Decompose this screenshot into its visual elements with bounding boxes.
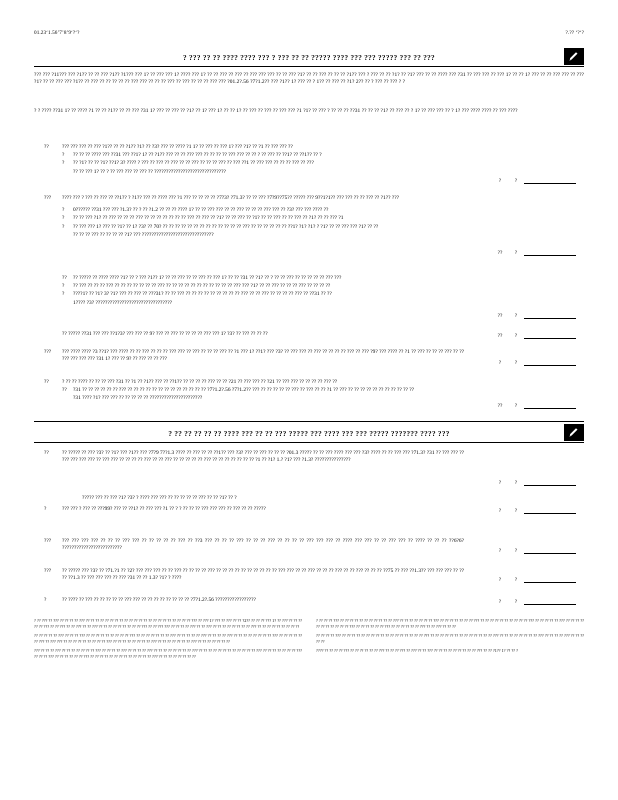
answer-row-4 <box>492 331 576 339</box>
question-11-text: ?? ???? ?? ??? ?? ?? ?? ?? ?? ??? ??? ?? ?? ?? ?? ?? ?? ?? ?? ?7?1.2?.56 ????????????????? <box>62 597 256 603</box>
answer-row-1 <box>492 176 576 184</box>
question-6-sub-a-text: ?31 ?? ?? ?? ?? ?? ?? ??? ?? ?? ?? ?? ?? ?? ?? ?? ?? ?? ?? ?? ?? ?7?1.2?.56 ?7?1.2?? ??? ?? ?? ?? ?? ?? ??? ?? ??? ?? ?? ?1 ?? ??? ?? ?? ?? ?? ?? ?? ?? ?? ?? ?? ?? <box>73 387 415 394</box>
question-6-sub-b <box>62 395 464 402</box>
question-2-sub-b-text: ?? ?? ??? ?1? ?? ??? ?? ?? ?? ??? ?? ?? ?? ?? ?? ?? ?? ??? ?? ??? ?? ?1? ?? ?? ??? ?? ?1? ?? ?? ??? ?? ?? ??? ?? ?1? ?? ?? ??? ?1 <box>73 215 344 222</box>
section-1-intro-paragraph-1: ??? ??? ?11??? ??? ?1?? ?? ?? ??? ?1?? ?1??? ??? 1? ?? ??? ??? 1? ???? ??? 1? ?? ?? ??? ?? ??? ?? ??? ??? ??? ?? ?? ??? ?1? ?? ?? ??? ?? ?? ?? ?1?? ??? ? ??? ?? ?? ?1? ?? ?1? ??? ?? ?? ???? ??? ?31 ?? ??? ??? ?? ??? 1? ?? ?? 1? ??? ?? ?? ??? ??? ?? ??? ?1? ?? ?? ??? ??? ?1?? ?? ??? ?? ?? ?? ?? ?? ??? ??? ?? ?? ?? ??? ?? ??? ?? ?? ?? ??? ??? ?01.2?.56 ?7?1.2?? ??? ?1?? 1? ??? ?? ? 1?? ?? ??? ?? ?1? 2?? ?? ? ??? ?? ??? ? ? <box>34 72 584 86</box>
footnote-left-2: ?? ?? ?? ?? ?? ??? ?? ?? ?? ??? ?? ?? ?? ?? ?? ?? ?? ?? ?? ??? ?? ?? ?? ?? ?? ?? ?? ??? ?? ?? ?? ?? ?? ??? ?? ?? ?? ?? ??? ?? ?? ?? ?? ?? ?? ?? ?? ??? ?? ?? ?? ?? ?? ?? ??? ?? ??? ??? ?? ?? ?? ?? ?? ?? ?? ?? ?? ??? ?? ?? ?? ?? ?? ?? ?? ?? ??? ?? ?? ?? ?? ?? ?? ?? ??? ?? ?? ?? ?? ?? ?? ?? <box>34 633 302 644</box>
answer-7-blank[interactable] <box>524 478 576 486</box>
footnotes-left-column <box>34 618 302 664</box>
question-2-sub-c <box>62 224 464 231</box>
question-8-text: ??? ??? ? ??? ?? ???99? ??? ?? ??1? ?? ??? ??? ?1 ?? ? ? ?? ?? ?? ??? ??? ??? ?? ??? ?? ?? ????? <box>62 506 266 512</box>
question-11-number: ? <box>44 597 47 603</box>
answer-11-blank[interactable] <box>524 597 576 605</box>
answer-8-mark: ? <box>498 508 502 514</box>
section-1-intro-paragraph-2: ? ? ???? ??31 1? ?? ???? ?1 ?? ?? ?1?? ?? ?? ??? ?31 1? ??? ?? ??? ?? ?1? ?? 1? ??? 1? ?? ?? 1? ?? ??? ?? ??? ?? ??? ??? ?1 ?1? ?? ??? ? ?? ?? ?? ??31 ?? ?? ?? ?1? ?? ??? ?? ? 1? ?? ??? ??? ?? ? 1? ??? ???? ???? ?? ??? ???? <box>34 108 518 114</box>
answer-row-10 <box>492 575 576 583</box>
answer-2-mark: ?? <box>497 250 503 256</box>
question-6-sub-b-text: ?31 ???? ?1? ??? ??? ?? ?? ?? ?? ?? ?????????????????????? <box>73 395 203 402</box>
question-1-sub-c-text: ?? ?? ??? 1? ?? ? ?? ??? ??? ?? ??? ?? ?????????????????????????????? <box>73 168 226 175</box>
question-7-continuation <box>82 495 462 502</box>
question-3-sub-c <box>62 291 464 298</box>
answer-5-mark: ? <box>498 360 502 366</box>
section-2-rule-top <box>34 421 584 422</box>
answer-3-mark: ?? <box>497 313 503 319</box>
question-1-text: ??? ??? ??? ?? ??? ?1?? ?? ?? ?1?? ?1? ?? ?3? ??? ?? ???? ?1 1? ?? ??? ?? ??? 1? ??? ?1? ?? ?1 ?? ??? ??? ?? <box>62 144 293 150</box>
question-6-text: ? ?? ?? ???? ?? ?? ?? ??? ?31 ?? ?1 ?? ?1?? ??? ?? ??1?? ?? ?? ?? ?? ??? ?? ?? ?21 ?? ??? ??? ?? ?21 ?? ??? ??? ?? ?? ?? ?? ??? ?? <box>62 379 338 385</box>
header-right-text: ?.?? ‘?‘? <box>565 30 584 36</box>
question-9-text: ??? ??? ??? ??? ?? ?? ?? ??? ??? ?? ?? ?? ?? ?? ??? ?? ??3 ??? ?? ?? ?? ??? ?? ?? ?? ??? ?? ?? ?? ?? ??? ??? ??? ?? ???? ??? ??? ?? ?? ??? ??? ?? ???? ?? ?? ?? ??6?6? ????????????????????????? <box>62 538 464 552</box>
answer-7-mark: ? <box>498 480 502 486</box>
question-3-sub-a <box>62 275 464 282</box>
answer-8-blank[interactable] <box>524 506 576 514</box>
question-1-sub-b <box>62 160 464 167</box>
question-2-sub-d <box>62 232 464 239</box>
section-2-rule-bottom <box>34 442 584 443</box>
question-7-continuation-text: ????? ??? ?? ??? ?1? ?3? ? ???? ??? ??? ?? ?? ?? ?? ?? ??? ?? ?? ?1? ?? ? <box>82 495 237 501</box>
answer-9-score: ? <box>514 548 518 554</box>
answer-6-blank[interactable] <box>524 401 576 409</box>
answer-8-score: ? <box>514 508 518 514</box>
answer-row-6 <box>492 401 576 409</box>
question-3-sub-a-text: ?? ????? ?? ???? ???? ?1? ?? ? ??? ?1?? 1? ?? ?? ??? ?? ?? ??? ?? ??? 1? ?? ?? ?31 ?? ?1? ?? ? ?? ?? ??? ?? ?? ?? ?? ?? ??? ??? <box>73 275 342 281</box>
question-7-text: ?? ????? ?? ??? ?3? ?? ?1? ??? ?1?? ??? ?7?9 7??1.3 ???? ?? ??? ?? ?? ??1?? ??? ?3? ??? ?? ??? ?? ?? ?? ?01.3 ????? ?? ?? ??? ???? ??? ??? ?3? ???? ?? ?? ??? ??? ?71.3? ?31 ?? ??? ??? ?? ??? ??? ??? ??? ?? ??? ??? ?? ?? ?? ?? ??? ?? ?? ??? ?? ?? ?? ?? ?? ??? ?? ?? ?? ?? ?? ?? ?? ?1 ?? ?1? 1.? ?1? ??? ?1.3? ??????????????? <box>62 450 464 464</box>
answer-4-score: ? <box>514 333 518 339</box>
section-2-bar <box>34 424 584 444</box>
footnotes <box>34 618 584 664</box>
question-3-sub-c-marker: ? <box>62 291 65 298</box>
document-header <box>34 30 584 36</box>
question-7-number: ?? <box>44 450 49 456</box>
question-1-sub-a-marker: ? <box>62 152 65 159</box>
question-11 <box>44 597 464 604</box>
question-1-sub-b-text: ?? ?1? ?? ?? ?1? ??1? 3? ???? ? ??? ?? ??? ?? ??? ?? ?? ??? ?? ?? ?? ??? ?? ??? ??1 ?? ??? ??? ?? ?? ?? ??? ?? ??? <box>73 160 314 167</box>
question-1-sub-c-marker <box>62 169 73 176</box>
section-1-title: ? ??? ?? ?? ???? ???? ??? ? ??? ?? ?? ????? ???? ??? ??? ????? ??? ?? ??? <box>183 54 435 62</box>
question-6-sub-a <box>62 387 464 394</box>
question-8 <box>44 506 464 513</box>
question-6 <box>44 379 464 403</box>
question-2-sub-a <box>62 207 464 214</box>
answer-5-blank[interactable] <box>524 358 576 366</box>
question-6-sub-a-marker: ?? <box>62 387 67 394</box>
question-1-sub-a <box>62 152 464 159</box>
question-10-number: ??? <box>44 568 52 574</box>
question-2-sub-d-text: ?? ?? ?? ??? ?? ?? ?? ?? ?1? ??? ?????????????????????????????? <box>73 231 214 238</box>
question-10 <box>44 568 464 582</box>
question-1-number: ?? <box>44 144 49 150</box>
answer-6-score: ? <box>514 403 518 409</box>
question-1 <box>44 144 464 176</box>
answer-9-mark: ? <box>498 548 502 554</box>
question-2-sub-a-text: 0?????? ??31 ??? ??? ?1.3? ?? ? ?? ?1.2 ?? ?? ?? ???? 1? ?? ?? ??? ??? ?? ?? ??? ?? ?? ?? ??? ??? ?? ?3? ??? ??? ???? ?? <box>73 207 329 214</box>
question-4-text: ?? ????? ??31 ??? ??? ??1?3? ??? ??? ?? 9? ??? ?? ??? ?? ?? ?? ?? ??? ??? 1? ?3? ?? ??? ?? ?? ?? <box>62 331 268 337</box>
answer-10-score: ? <box>514 577 518 583</box>
question-3-sub-c-text: ????1? ?? ?1? 3? ?1? ??? ?? ??? ?? ???31? ?? ?? ??? ?? ?? ?? ?? ?? ?? ?? ?? ?? ??? ?? ?? ??? ?? ?? ?? ?? ??? ?? ??31 ?? ?? <box>73 291 332 298</box>
question-3-sub-d-text: 1???? ?3? ???????????????????????????????? <box>73 299 173 306</box>
answer-9-blank[interactable] <box>524 546 576 554</box>
question-2-sub-a-marker: ? <box>62 207 65 214</box>
answer-row-9 <box>492 546 576 554</box>
answer-4-mark: ?? <box>497 333 503 339</box>
answer-row-2 <box>492 248 576 256</box>
answer-11-score: ? <box>514 599 518 605</box>
question-3-sub-d <box>62 300 464 307</box>
answer-3-score: ? <box>514 313 518 319</box>
answer-7-score: ? <box>514 480 518 486</box>
question-2-sub-b-marker: ? <box>62 215 65 222</box>
question-1-sub-a-text: ?? ?? ?? ???? ??? ??31 ??? ??1? 1? ?? ?1?? ??? ?? ?? ??? ??? ?? ?? ?? ?? ??? ??? ?? ?? ? ?? ??? ?? ??1? ?? ??1?? ?? ? <box>73 152 322 159</box>
question-5-text: ??? ???? ???? ?3 ??1? ??? ???? ?? ?? ??? ?? ?? ?? ??? ??? ?? ??? ?? ?? ?? ??? ?? ?1 ??? 1? ??1? ??? ?3? ?? ??? ??? ?? ??? ?? ?? ?? ?? ??? ?? ??? ?9? ??? ???? ?? ?1 ?? ??? ?? ?? ?? ??? ?? ?? ??? ??? ??? ??? ?31 1? ??? ?? 9? ?? ??? ?? ?? ??? <box>62 349 464 363</box>
question-2-text: ???? ??? ? ??? ?? ??? ?? ??1?? ? ?1?? ??? ?? ???? ??? ?1 ??? ?? ?? ?? ?? ?7?3? ?71.3? ?? ?? ??? ?7?9??75?? ????? ??? 9??1?1?? ??? ??? ?? ?? ??? ?? ?1?? ??? <box>62 195 400 201</box>
question-6-number: ?? <box>44 379 49 385</box>
question-2-sub-c-marker: ? <box>62 223 65 230</box>
question-2 <box>44 195 464 239</box>
question-3 <box>62 274 464 307</box>
question-9-number: ??? <box>44 538 52 544</box>
answer-6-mark: ?? <box>497 403 503 409</box>
header-left-text: 01.23‘1.56’7’8’9‘?‘? <box>34 30 80 36</box>
answer-row-5 <box>492 358 576 366</box>
question-1-sub-b-marker: ? <box>62 160 65 167</box>
question-10-text: ?? ????? ??? ?3? ?? ?71.?1 ?? ?2? ??? ??? ??? ?? ?? ??? ?? ?? ?? ?? ??? ?? ?? ?? ?? ?? ?? ?? ?? ?? ?? ??? ??? ?? ?? ??? ?? ?? ?? ??? ?? ?? ??? ?? ?? ?? ??75 ?? ??? ??1.3?? ??? ??? ??? ?? ?? ?? ??1.3 ?? ??? ??? ??? ?? ??? ?31 ?? ?? 1.3? ?1? ? ???? <box>62 568 464 582</box>
answer-1-blank[interactable] <box>524 176 576 184</box>
question-3-sub-b <box>62 283 464 290</box>
question-5-number: ??? <box>44 349 52 355</box>
question-2-number: ??? <box>44 195 52 201</box>
footnote-right-1: ? ?? ?? ?? ??? ?? ?? ?? ?? ?? ?? ?? ?? ?? ?? ?? ??? ?? ?? ?? ?? ?? ?? ?? ??? ?? ?? ?? ?? ?? ?? ?? ??? ?? ?? ?? ?? ?? ?? ?? ?? ?? ?? ??? ?? ?? ?? ?? ?? ??? ?? ?? ?? ?? ?? ?? ?? ?? ?? ?? ?? ??? ?? ?? ?? ?? ?? ?? ??? ?? ?? ?? ?? ?? ?? ??? ?? ?? ??? ?? ?? ?? <box>316 618 584 629</box>
section-1-rule-top <box>34 66 584 67</box>
answer-row-3 <box>492 311 576 319</box>
question-2-sub-d-marker <box>62 232 73 239</box>
question-5 <box>44 349 464 363</box>
answer-10-mark: ? <box>498 577 502 583</box>
footnote-right-2: ?? ?? ?? ?? ??? ?? ?? ?? ?? ?? ?? ?? ?? ?? ?? ?? ?? ?? ?? ?? ?? ?? ??? ?? ?? ?? ?? ?? ?? ?? ?? ?? ?? ?? ?? ?? ??? ?? ?? ?? ?? ?? ?? ?? ?? ??? ?? ?? ?? ?? ??? ?? ?? ?? ?? ?? <box>316 633 584 644</box>
answer-11-mark: ? <box>498 599 502 605</box>
answer-3-blank[interactable] <box>524 311 576 319</box>
answer-10-blank[interactable] <box>524 575 576 583</box>
answer-row-11 <box>492 597 576 605</box>
question-9 <box>44 538 464 552</box>
answer-5-score: ? <box>514 360 518 366</box>
answer-1-mark: ? <box>498 178 502 184</box>
answer-1-score: ? <box>514 178 518 184</box>
question-3-sub-d-marker <box>62 300 73 307</box>
question-1-sub-c <box>62 169 464 176</box>
question-3-sub-b-marker: ? <box>62 283 65 290</box>
footnote-right-3: ???? ?? ?? ?? ?? ??? ?? ?? ?? ?? ?? ?? ??? ?? ?? ?? ??? ?? ??? ?? ?? ??? ?? ?? ?? ?? ?? ?? ?? ?? ?? ??? ?? ?? ?1?? 1? ?? ?? ? <box>316 648 518 654</box>
question-2-sub-c-text: ?? ??? ??? 1? ??? ?? ?1? ?? 1? ?3? ?? 70? ?? ?? ?? ?? ?? ?? ?? ?? ?? ?? ?? ?? ?? ??? ?? ?? ?? ?? ?? ?? ??1? ?1? ?1? ? ?1? ?? ?? ??? ??? ?1? ?? ?? <box>73 223 379 230</box>
question-4 <box>62 331 464 338</box>
answer-row-8 <box>492 506 576 514</box>
answer-2-score: ? <box>514 250 518 256</box>
footnote-left-1: ? ?? ??? ?? ??? ?? ?? ?? ?? ??? ?? ?? ?? ?? ?? ?? ?? ?? ?? ?? ?? ?? ?? ?? ?? ?? ?? ?? ?? ?? ?? ?? ??? ?? ??? 1? ??? ?? ??? ?? ?? ?2?? ?? ?? ?? ??? 1? ?? ??? ?? ?? ?? ?? ?? ??? ?? ?? ??? ?? ?? ??? ?? ?? ??? ?? ?? ?? ?? ?? ?? ?? ?? ?? ??? ?? ?? ??? ??? ?? ?? ?? ?? ??? ?? ?? ??? ?? ?? ?? ?? ?? ?? ?? ?? ??? ?? ?? ?? ?? ?? ?? ?? ?? ?? <box>34 618 302 629</box>
section-2-title: ? ?? ?? ?? ?? ?? ???? ??? ?? ?? ??? ????? ??? ???? ??? ??? ????? ??????? ???? ??? <box>168 430 450 438</box>
question-6-sub-b-marker <box>62 395 73 402</box>
question-7 <box>44 450 464 464</box>
section-1-bar <box>34 48 584 68</box>
pencil-icon-2 <box>564 424 584 441</box>
footnote-left-3: ??? ?? ?? ?? ??? ?? ?? ?? ?? ?? ?? ?? ??? ?? ?? ?? ?? ??? ?? ?? ?? ?? ??? ?? ?? ?? ?? ?? ?? ?? ?? ??? ?? ?? ?? ?? ?? ?? ?? ?? ?? ?? ?? ?? ??? ?? ?? ?? ?? ?? ?? ?? ??? ?? ?? ?? ??? ?? ?? ?? ?? ?? ?? ??? ?? ?? ?? ?? ?? ?? ?? ?? ?? ?? ?? ?? ?? ??? ?? ?? ?? ?? ?? ?? ?? ?? <box>34 648 302 659</box>
pencil-icon <box>564 48 584 65</box>
question-2-sub-b <box>62 215 464 222</box>
footnotes-right-column <box>316 618 584 664</box>
question-3-sub-b-text: ?? ??? ?? ?? ?? ??? ?? ?? ?? ?? ?? ?? ?? ??? ?? ?? ?? ?? ?? ?? ?? ?? ?? ?? ?? ??? ??? ?1? ?? ?? ??? ?? ?? ?? ??? ?? ?? ?? ?? <box>73 283 331 290</box>
answer-2-blank[interactable] <box>524 248 576 256</box>
answer-4-blank[interactable] <box>524 331 576 339</box>
answer-row-7 <box>492 478 576 486</box>
question-3-sub-a-marker: ?? <box>62 275 67 281</box>
question-8-number: ? <box>44 506 47 512</box>
